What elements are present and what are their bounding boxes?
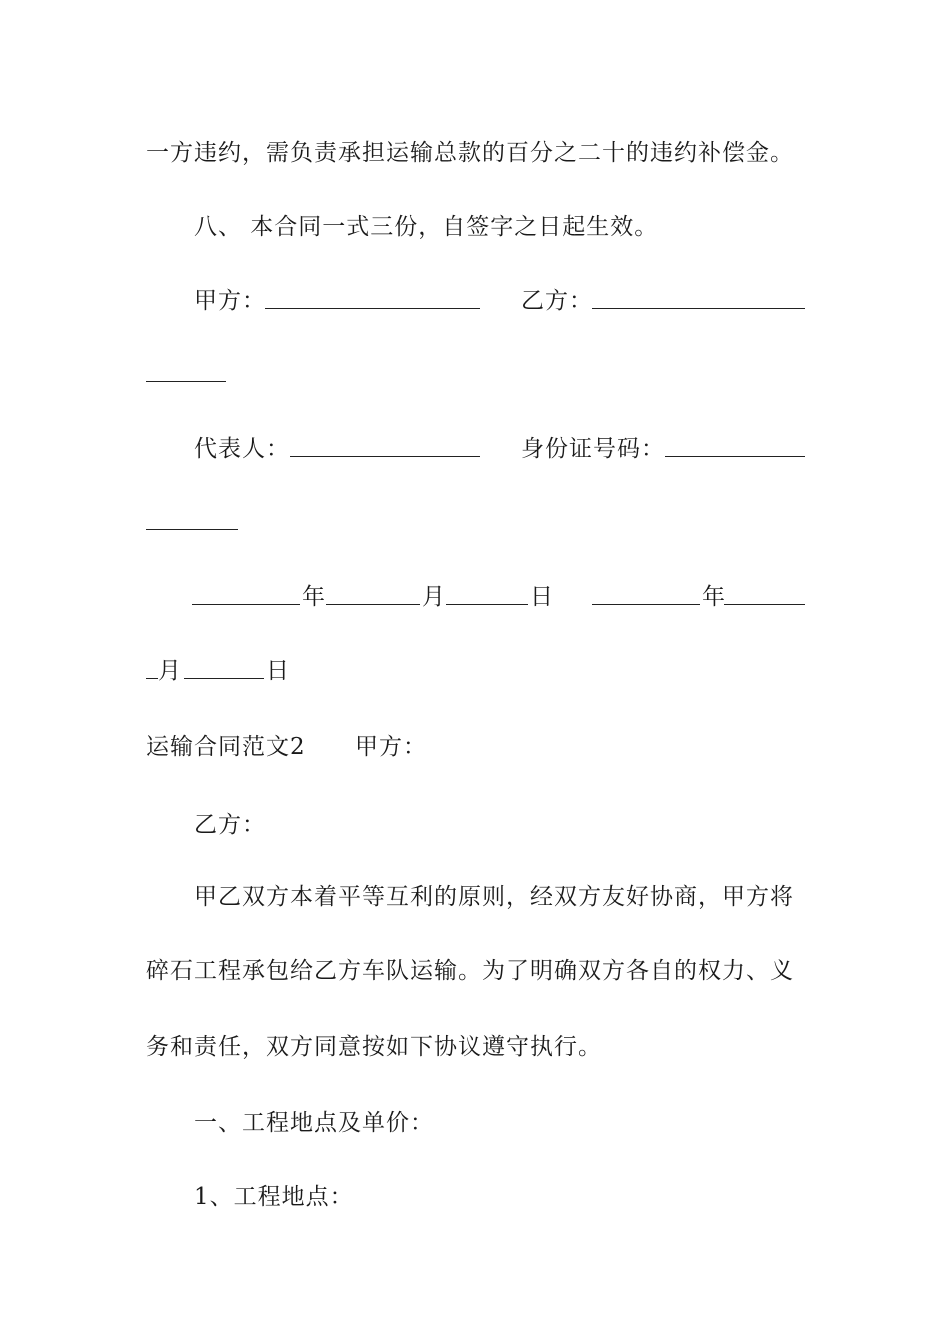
date-b-month-label: 月 <box>158 658 182 684</box>
id-number-blank-continued <box>146 508 238 538</box>
party-b-blank-continued <box>146 360 226 390</box>
date-b-year-blank <box>592 584 700 605</box>
id-number-label: 身份证号码： <box>521 436 665 462</box>
date-a-month-label: 月 <box>422 584 446 610</box>
paragraph-penalty: 一方违约，需负责承担运输总款的百分之二十的违约补偿金。 <box>146 140 794 166</box>
party-a-blank <box>265 288 480 309</box>
contract-heading: 运输合同范文2 <box>146 734 306 760</box>
party-b-label: 乙方： <box>521 288 593 314</box>
contract-party-a-label: 甲方： <box>355 734 427 760</box>
date-b-day-label: 日 <box>266 658 290 684</box>
body-line-2: 碎石工程承包给乙方车队运输。为了明确双方各自的权力、义 <box>146 958 794 984</box>
item-location: 1、工程地点： <box>194 1184 354 1210</box>
date-b-year-label: 年 <box>702 584 726 610</box>
date-b-month-blank-end <box>146 658 158 679</box>
date-a-year-label: 年 <box>302 584 326 610</box>
body-line-1: 甲乙双方本着平等互利的原则，经双方友好协商，甲方将 <box>194 884 794 910</box>
date-a-year-blank <box>192 584 300 605</box>
date-a-day-label: 日 <box>530 584 554 610</box>
party-a-label: 甲方： <box>194 288 266 314</box>
representative-blank <box>290 436 480 457</box>
representative-label: 代表人： <box>194 436 290 462</box>
party-b-blank <box>592 288 805 309</box>
contract-party-b-label: 乙方： <box>194 812 266 838</box>
body-line-3: 务和责任，双方同意按如下协议遵守执行。 <box>146 1034 602 1060</box>
date-a-month-blank <box>326 584 420 605</box>
paragraph-clause-eight: 八、 本合同一式三份，自签字之日起生效。 <box>194 214 659 240</box>
section-heading-location-price: 一、工程地点及单价： <box>194 1110 434 1136</box>
date-b-day-blank <box>184 658 264 679</box>
id-number-blank <box>665 436 805 457</box>
date-b-month-blank-start <box>724 584 805 605</box>
date-a-day-blank <box>446 584 528 605</box>
